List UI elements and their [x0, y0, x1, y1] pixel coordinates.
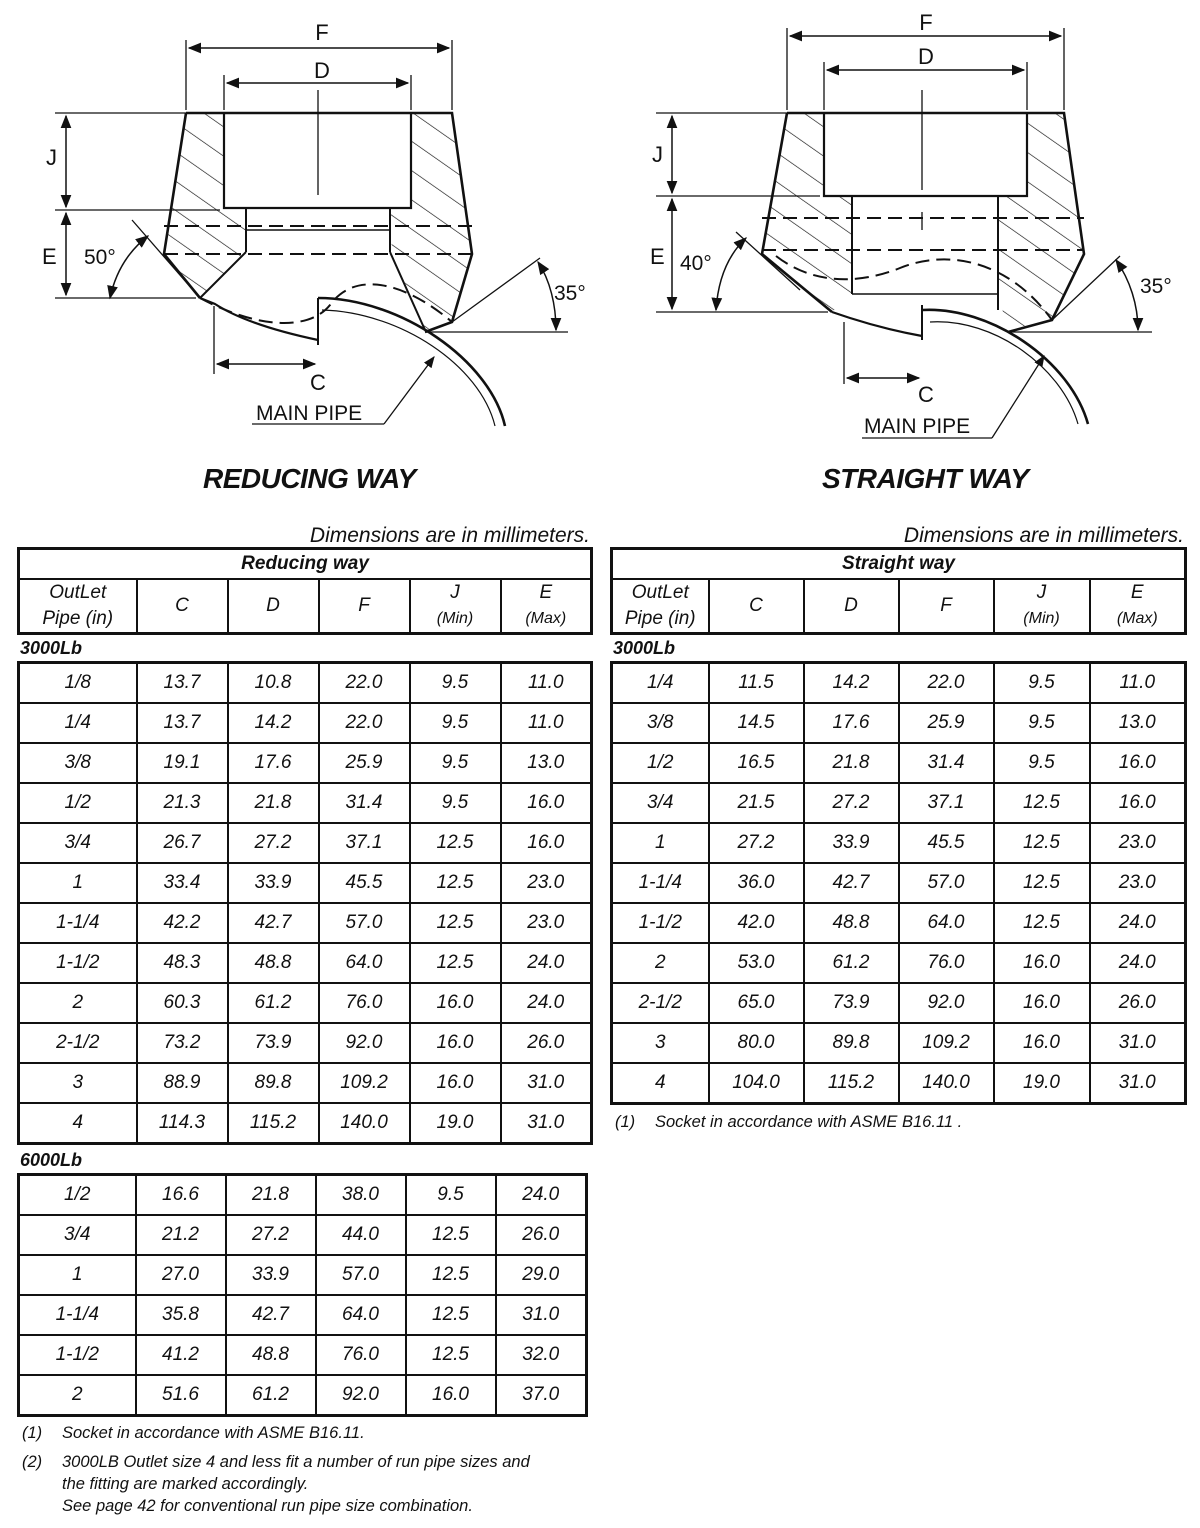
dimension-cell: 24.0	[1090, 903, 1186, 943]
dimension-cell: 22.0	[899, 663, 994, 704]
straight-col-e: E (Max)	[1090, 579, 1186, 634]
outlet-size-cell: 3/4	[612, 783, 709, 823]
outlet-size-cell: 2	[19, 983, 137, 1023]
dimension-cell: 27.0	[136, 1255, 226, 1295]
reducing-label-D: D	[314, 58, 330, 83]
dimension-cell: 27.2	[226, 1215, 316, 1255]
dimension-cell: 14.2	[804, 663, 899, 704]
dimension-cell: 16.0	[410, 1023, 501, 1063]
dimension-cell: 22.0	[319, 703, 410, 743]
dimension-cell: 24.0	[496, 1175, 587, 1216]
dimension-cell: 13.7	[137, 663, 228, 704]
reducing-section-6000: 6000Lb	[20, 1150, 83, 1170]
outlet-size-cell: 1-1/2	[612, 903, 709, 943]
reducing-col-d: D	[228, 579, 319, 634]
dimension-cell: 60.3	[137, 983, 228, 1023]
dimension-cell: 9.5	[410, 703, 501, 743]
dimension-cell: 73.2	[137, 1023, 228, 1063]
dimension-cell: 41.2	[136, 1335, 226, 1375]
dimension-cell: 11.0	[501, 663, 592, 704]
table-row	[19, 1375, 587, 1416]
dimension-cell: 51.6	[136, 1375, 226, 1416]
straight-col-c: C	[709, 579, 804, 634]
outlet-size-cell: 3/4	[19, 823, 137, 863]
table-row	[612, 983, 1186, 1023]
dimension-cell: 9.5	[410, 783, 501, 823]
dimension-cell: 9.5	[994, 663, 1090, 704]
dimension-cell: 16.0	[994, 983, 1090, 1023]
straight-main-pipe-label: MAIN PIPE	[864, 415, 971, 438]
dimension-cell: 26.0	[496, 1215, 587, 1255]
dimension-cell: 29.0	[496, 1255, 587, 1295]
dimension-cell: 9.5	[406, 1175, 496, 1216]
reducing-table-3000	[17, 661, 593, 1145]
outlet-size-cell: 1	[19, 1255, 136, 1295]
straight-footnote-1: (1) Socket in accordance with ASME B16.11 .	[615, 1113, 963, 1131]
outlet-size-cell: 3/8	[19, 743, 137, 783]
dimension-cell: 23.0	[501, 863, 592, 903]
outlet-size-cell: 1/4	[612, 663, 709, 704]
dimension-cell: 57.0	[319, 903, 410, 943]
straight-table-title: Straight way	[612, 549, 1186, 580]
outlet-size-cell: 1/2	[612, 743, 709, 783]
dimension-cell: 16.0	[1090, 783, 1186, 823]
outlet-size-cell: 2-1/2	[19, 1023, 137, 1063]
reducing-col-outlet: OutLet Pipe (in)	[19, 579, 137, 634]
dimension-cell: 9.5	[994, 743, 1090, 783]
reducing-footnote-1: (1) Socket in accordance with ASME B16.11.	[22, 1424, 365, 1442]
reducing-way-diagram	[0, 0, 600, 500]
dimension-cell: 115.2	[228, 1103, 319, 1144]
straight-angle-right: 35°	[1140, 275, 1172, 298]
dimension-cell: 109.2	[319, 1063, 410, 1103]
dimension-cell: 140.0	[899, 1063, 994, 1104]
dimension-cell: 32.0	[496, 1335, 587, 1375]
outlet-size-cell: 3/8	[612, 703, 709, 743]
dimension-cell: 12.5	[406, 1335, 496, 1375]
dimension-cell: 61.2	[226, 1375, 316, 1416]
dimension-cell: 11.0	[1090, 663, 1186, 704]
dimension-cell: 21.2	[136, 1215, 226, 1255]
dimension-cell: 64.0	[319, 943, 410, 983]
dimension-cell: 16.0	[501, 823, 592, 863]
dimension-cell: 10.8	[228, 663, 319, 704]
dimension-cell: 11.5	[709, 663, 804, 704]
outlet-size-cell: 1	[19, 863, 137, 903]
table-row	[19, 1335, 587, 1375]
outlet-size-cell: 3	[19, 1063, 137, 1103]
table-row	[612, 1063, 1186, 1104]
dimension-cell: 26.7	[137, 823, 228, 863]
table-row	[612, 783, 1186, 823]
table-row	[19, 1255, 587, 1295]
outlet-size-cell: 1-1/4	[19, 903, 137, 943]
dimension-cell: 9.5	[410, 663, 501, 704]
dimension-cell: 26.0	[1090, 983, 1186, 1023]
straight-label-E: E	[650, 244, 665, 269]
dimension-cell: 104.0	[709, 1063, 804, 1104]
dimension-cell: 25.9	[899, 703, 994, 743]
dimension-cell: 31.0	[496, 1295, 587, 1335]
dimension-cell: 31.0	[501, 1063, 592, 1103]
outlet-size-cell: 1/8	[19, 663, 137, 704]
dimension-cell: 14.5	[709, 703, 804, 743]
dimension-cell: 36.0	[709, 863, 804, 903]
table-row	[19, 783, 592, 823]
reducing-col-e: E (Max)	[501, 579, 592, 634]
table-row	[19, 1215, 587, 1255]
outlet-size-cell: 4	[612, 1063, 709, 1104]
table-row	[19, 903, 592, 943]
dimension-cell: 16.0	[406, 1375, 496, 1416]
dimension-cell: 42.7	[228, 903, 319, 943]
dimension-cell: 16.0	[410, 1063, 501, 1103]
straight-col-f: F	[899, 579, 994, 634]
table-row	[19, 983, 592, 1023]
dimension-cell: 44.0	[316, 1215, 406, 1255]
dimension-cell: 24.0	[501, 983, 592, 1023]
dimension-cell: 17.6	[228, 743, 319, 783]
straight-way-diagram	[600, 0, 1200, 500]
dimension-cell: 16.5	[709, 743, 804, 783]
dimension-cell: 13.0	[501, 743, 592, 783]
table-row	[19, 663, 592, 704]
straight-label-F: F	[919, 10, 933, 35]
dimension-cell: 73.9	[228, 1023, 319, 1063]
straight-table-header	[610, 547, 1187, 635]
dimension-cell: 42.7	[804, 863, 899, 903]
reducing-angle-left: 50°	[84, 246, 116, 269]
outlet-size-cell: 3	[612, 1023, 709, 1063]
reducing-main-pipe-label: MAIN PIPE	[256, 402, 363, 425]
dimension-cell: 13.7	[137, 703, 228, 743]
dimension-cell: 9.5	[410, 743, 501, 783]
dimension-cell: 48.8	[226, 1335, 316, 1375]
outlet-size-cell: 1-1/2	[19, 943, 137, 983]
dimension-cell: 16.0	[1090, 743, 1186, 783]
dimension-cell: 92.0	[316, 1375, 406, 1416]
reducing-way-caption: REDUCING WAY	[203, 463, 416, 494]
straight-col-outlet: OutLet Pipe (in)	[612, 579, 709, 634]
dimension-cell: 33.9	[804, 823, 899, 863]
dimension-cell: 27.2	[804, 783, 899, 823]
dimension-cell: 73.9	[804, 983, 899, 1023]
dimension-cell: 89.8	[228, 1063, 319, 1103]
dimension-cell: 53.0	[709, 943, 804, 983]
dimension-cell: 12.5	[410, 943, 501, 983]
dimension-cell: 33.4	[137, 863, 228, 903]
reducing-table-title: Reducing way	[19, 549, 592, 580]
straight-col-d: D	[804, 579, 899, 634]
dimension-cell: 16.0	[994, 1023, 1090, 1063]
dimension-cell: 33.9	[228, 863, 319, 903]
dimension-cell: 25.9	[319, 743, 410, 783]
dimension-cell: 21.8	[226, 1175, 316, 1216]
table-row	[19, 1023, 592, 1063]
dimension-cell: 31.0	[501, 1103, 592, 1144]
straight-dimensions-note: Dimensions are in millimeters.	[903, 524, 1184, 547]
reducing-label-C: C	[310, 370, 326, 395]
dimension-cell: 23.0	[1090, 863, 1186, 903]
straight-way-caption: STRAIGHT WAY	[822, 463, 1029, 494]
table-row	[612, 903, 1186, 943]
reducing-angle-right: 35°	[554, 282, 586, 305]
outlet-size-cell: 3/4	[19, 1215, 136, 1255]
dimension-cell: 23.0	[501, 903, 592, 943]
straight-header-row	[612, 579, 1186, 634]
dimension-cell: 42.7	[226, 1295, 316, 1335]
dimension-cell: 16.0	[410, 983, 501, 1023]
dimension-cell: 14.2	[228, 703, 319, 743]
dimension-cell: 31.0	[1090, 1023, 1186, 1063]
dimension-cell: 31.4	[899, 743, 994, 783]
dimension-cell: 76.0	[316, 1335, 406, 1375]
dimension-cell: 23.0	[1090, 823, 1186, 863]
table-row	[612, 943, 1186, 983]
table-row	[19, 1175, 587, 1216]
dimension-cell: 12.5	[406, 1255, 496, 1295]
dimension-cell: 12.5	[410, 863, 501, 903]
straight-angle-left: 40°	[680, 252, 712, 275]
dimension-cell: 61.2	[228, 983, 319, 1023]
dimension-cell: 21.3	[137, 783, 228, 823]
outlet-size-cell: 2	[19, 1375, 136, 1416]
outlet-size-cell: 1/4	[19, 703, 137, 743]
outlet-size-cell: 1/2	[19, 1175, 136, 1216]
outlet-size-cell: 2-1/2	[612, 983, 709, 1023]
table-row	[612, 1023, 1186, 1063]
dimension-cell: 35.8	[136, 1295, 226, 1335]
table-row	[612, 703, 1186, 743]
straight-table-3000	[610, 661, 1187, 1105]
dimension-cell: 16.0	[501, 783, 592, 823]
dimension-cell: 12.5	[406, 1295, 496, 1335]
dimension-cell: 76.0	[899, 943, 994, 983]
dimension-cell: 48.8	[228, 943, 319, 983]
reducing-label-E: E	[42, 244, 57, 269]
dimension-cell: 21.5	[709, 783, 804, 823]
dimension-cell: 19.1	[137, 743, 228, 783]
table-row	[19, 863, 592, 903]
dimension-cell: 12.5	[994, 823, 1090, 863]
straight-col-j: J (Min)	[994, 579, 1090, 634]
dimension-cell: 42.0	[709, 903, 804, 943]
table-row	[19, 943, 592, 983]
dimension-cell: 27.2	[228, 823, 319, 863]
dimension-cell: 12.5	[410, 823, 501, 863]
table-row	[612, 663, 1186, 704]
dimension-cell: 57.0	[899, 863, 994, 903]
dimension-cell: 21.8	[804, 743, 899, 783]
dimension-cell: 109.2	[899, 1023, 994, 1063]
dimension-cell: 37.1	[319, 823, 410, 863]
table-row	[19, 823, 592, 863]
outlet-size-cell: 4	[19, 1103, 137, 1144]
dimension-cell: 31.0	[1090, 1063, 1186, 1104]
dimension-cell: 12.5	[994, 903, 1090, 943]
table-row	[19, 1295, 587, 1335]
dimension-cell: 45.5	[319, 863, 410, 903]
table-row	[612, 863, 1186, 903]
dimension-cell: 57.0	[316, 1255, 406, 1295]
reducing-label-J: J	[46, 145, 57, 170]
dimension-cell: 64.0	[899, 903, 994, 943]
reducing-table-header	[17, 547, 593, 635]
dimension-cell: 48.3	[137, 943, 228, 983]
dimension-cell: 115.2	[804, 1063, 899, 1104]
straight-section-3000: 3000Lb	[613, 638, 676, 658]
table-row	[612, 743, 1186, 783]
dimension-cell: 33.9	[226, 1255, 316, 1295]
reducing-col-j: J (Min)	[410, 579, 501, 634]
reducing-footnote-2: (2) 3000LB Outlet size 4 and less fit a number of run pipe sizes and the fitting are marked accordingly. See page 42 for conventional run pipe size combination.	[22, 1453, 530, 1515]
dimension-cell: 27.2	[709, 823, 804, 863]
outlet-size-cell: 2	[612, 943, 709, 983]
straight-label-D: D	[918, 44, 934, 69]
straight-label-J: J	[652, 142, 663, 167]
reducing-col-c: C	[137, 579, 228, 634]
table-row	[19, 703, 592, 743]
reducing-col-f: F	[319, 579, 410, 634]
dimension-cell: 37.1	[899, 783, 994, 823]
table-row	[612, 823, 1186, 863]
dimension-cell: 42.2	[137, 903, 228, 943]
dimension-cell: 38.0	[316, 1175, 406, 1216]
dimension-cell: 24.0	[501, 943, 592, 983]
outlet-size-cell: 1-1/4	[19, 1295, 136, 1335]
outlet-size-cell: 1	[612, 823, 709, 863]
dimension-cell: 22.0	[319, 663, 410, 704]
dimension-cell: 12.5	[994, 863, 1090, 903]
dimension-cell: 11.0	[501, 703, 592, 743]
dimension-cell: 92.0	[899, 983, 994, 1023]
reducing-section-3000: 3000Lb	[20, 638, 83, 658]
dimension-cell: 12.5	[410, 903, 501, 943]
straight-label-C: C	[918, 382, 934, 407]
table-row	[19, 743, 592, 783]
dimension-cell: 114.3	[137, 1103, 228, 1144]
dimension-cell: 92.0	[319, 1023, 410, 1063]
dimension-cell: 48.8	[804, 903, 899, 943]
dimension-cell: 61.2	[804, 943, 899, 983]
table-row	[19, 1063, 592, 1103]
dimension-cell: 16.6	[136, 1175, 226, 1216]
dimension-cell: 26.0	[501, 1023, 592, 1063]
reducing-label-F: F	[315, 20, 329, 45]
reducing-header-row	[19, 579, 592, 634]
dimension-cell: 140.0	[319, 1103, 410, 1144]
dimension-cell: 76.0	[319, 983, 410, 1023]
dimension-cell: 24.0	[1090, 943, 1186, 983]
dimension-cell: 31.4	[319, 783, 410, 823]
outlet-size-cell: 1-1/4	[612, 863, 709, 903]
dimension-cell: 12.5	[406, 1215, 496, 1255]
dimension-cell: 17.6	[804, 703, 899, 743]
outlet-size-cell: 1-1/2	[19, 1335, 136, 1375]
dimension-cell: 12.5	[994, 783, 1090, 823]
dimension-cell: 19.0	[994, 1063, 1090, 1104]
dimension-cell: 16.0	[994, 943, 1090, 983]
outlet-size-cell: 1/2	[19, 783, 137, 823]
dimension-cell: 19.0	[410, 1103, 501, 1144]
dimension-cell: 37.0	[496, 1375, 587, 1416]
dimension-cell: 65.0	[709, 983, 804, 1023]
reducing-table-6000	[17, 1173, 588, 1417]
dimension-cell: 13.0	[1090, 703, 1186, 743]
dimension-cell: 89.8	[804, 1023, 899, 1063]
dimension-cell: 80.0	[709, 1023, 804, 1063]
dimension-cell: 9.5	[994, 703, 1090, 743]
dimension-cell: 21.8	[228, 783, 319, 823]
table-row	[19, 1103, 592, 1144]
dimension-cell: 64.0	[316, 1295, 406, 1335]
dimension-cell: 45.5	[899, 823, 994, 863]
dimension-cell: 88.9	[137, 1063, 228, 1103]
reducing-dimensions-note: Dimensions are in millimeters.	[309, 524, 590, 547]
